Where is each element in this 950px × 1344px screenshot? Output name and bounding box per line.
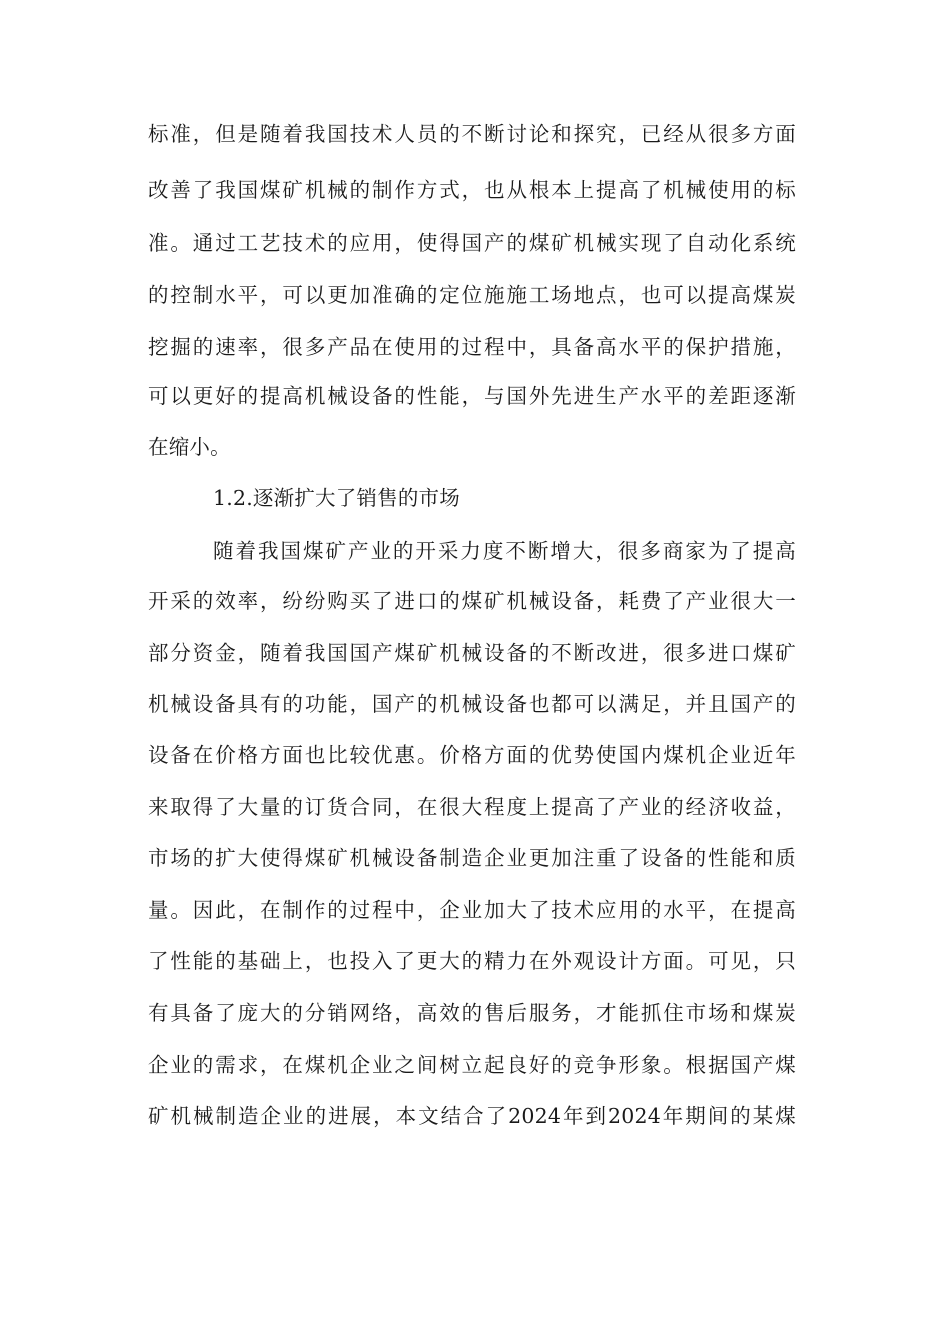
paragraph-line: 企业的需求，在煤机企业之间树立起良好的竞争形象。根据国产煤 bbox=[148, 1053, 796, 1077]
paragraph-line: 准。通过工艺技术的应用，使得国产的煤矿机械实现了自动化系统 bbox=[148, 231, 796, 255]
paragraph-line: 机械设备具有的功能，国产的机械设备也都可以满足，并且国产的 bbox=[148, 692, 796, 716]
paragraph-line: 设备在价格方面也比较优惠。价格方面的优势使国内煤机企业近年 bbox=[148, 743, 796, 767]
paragraph-line: 随着我国煤矿产业的开采力度不断增大，很多商家为了提高 bbox=[213, 539, 796, 563]
paragraph-line: 改善了我国煤矿机械的制作方式，也从根本上提高了机械使用的标 bbox=[148, 178, 796, 202]
paragraph-line: 开采的效率，纷纷购买了进口的煤矿机械设备，耗费了产业很大一 bbox=[148, 589, 796, 613]
paragraph-line: 挖掘的速率，很多产品在使用的过程中，具备高水平的保护措施， bbox=[148, 335, 796, 359]
paragraph-line: 来取得了大量的订货合同，在很大程度上提高了产业的经济收益， bbox=[148, 795, 796, 819]
paragraph-line: 标准，但是随着我国技术人员的不断讨论和探究，已经从很多方面 bbox=[148, 122, 796, 146]
paragraph-line: 部分资金，随着我国国产煤矿机械设备的不断改进，很多进口煤矿 bbox=[148, 641, 796, 665]
paragraph-line: 了性能的基础上，也投入了更大的精力在外观设计方面。可见，只 bbox=[148, 949, 796, 973]
paragraph-line: 有具备了庞大的分销网络，高效的售后服务，才能抓住市场和煤炭 bbox=[148, 1001, 796, 1025]
paragraph-line: 可以更好的提高机械设备的性能，与国外先进生产水平的差距逐渐 bbox=[148, 384, 796, 408]
paragraph-line: 市场的扩大使得煤矿机械设备制造企业更加注重了设备的性能和质 bbox=[148, 846, 796, 870]
paragraph-line: 在缩小。 bbox=[148, 435, 231, 459]
paragraph-line: 量。因此，在制作的过程中，企业加大了技术应用的水平，在提高 bbox=[148, 898, 796, 922]
paragraph-line: 矿机械制造企业的进展，本文结合了2024年到2024年期间的某煤 bbox=[148, 1104, 796, 1128]
paragraph-line: 的控制水平，可以更加准确的定位施施工场地点，也可以提高煤炭 bbox=[148, 283, 796, 307]
section-heading: 1.2.逐渐扩大了销售的市场 bbox=[213, 486, 460, 510]
